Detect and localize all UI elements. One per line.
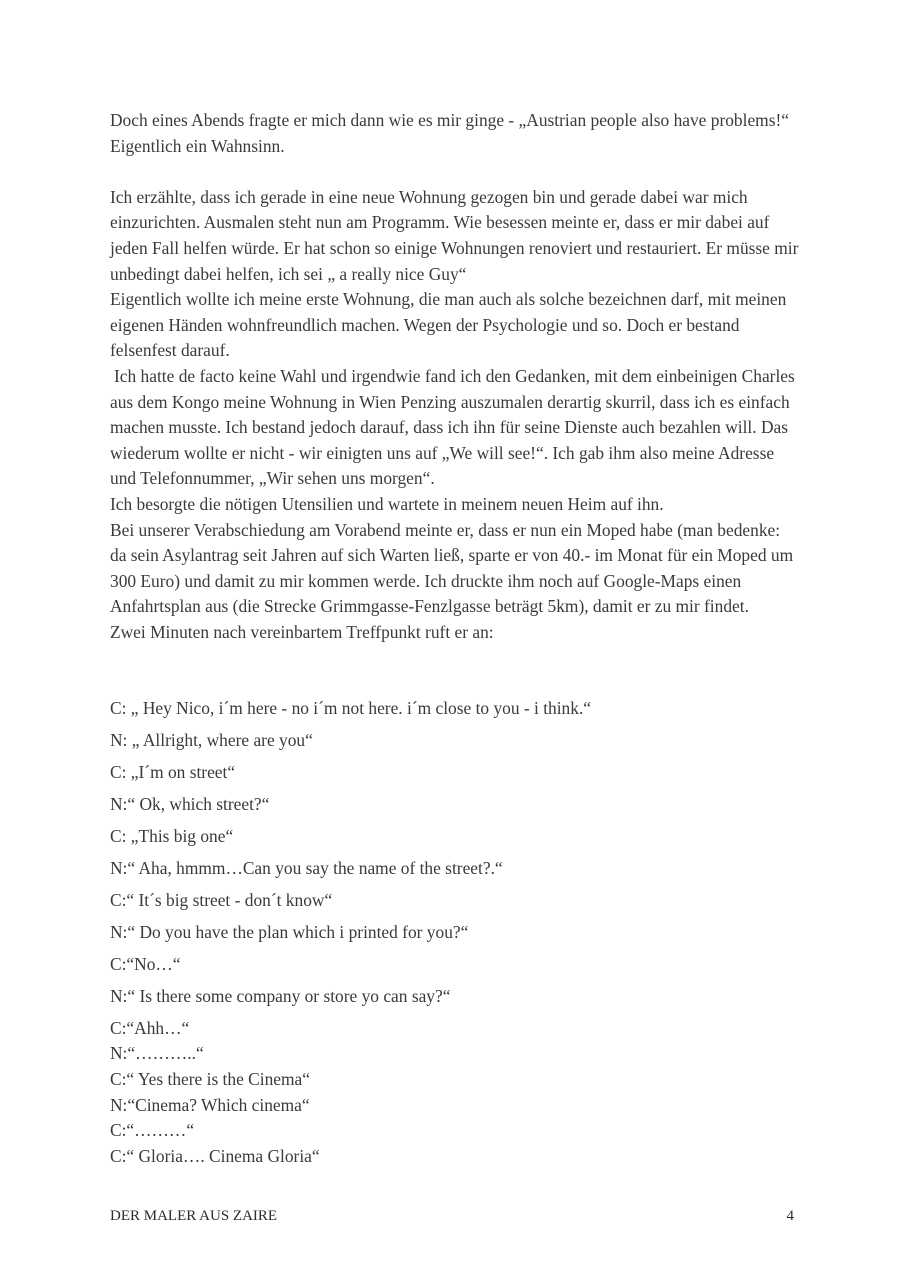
paragraph: Ich hatte de facto keine Wahl und irgendwie fand ich den Gedanken, mit dem einbeinigen Charles aus dem Kongo meine Wohnung in Wien Penzing auszumalen derartig skurril, dass ich es einfach machen musste. Ich bestand jedoch darauf, dass ich ihn für seine Dienste auch bezahlen will. Das wiederum wollte er nicht - wir einigten uns auf „We will see!“. Ich gab ihm also meine Adresse und Telefonnummer, „Wir sehen uns morgen“. (110, 365, 795, 489)
dialogue-line: N:“ Do you have the plan which i printed for you?“ (110, 921, 469, 942)
dialogue-line: C:“No…“ (110, 953, 181, 974)
page-number: 4 (786, 1208, 794, 1224)
dialogue-line: C: „I´m on street“ (110, 761, 236, 782)
dialogue-line: N:“………..“ (110, 1043, 204, 1064)
paragraph: Ich erzählte, dass ich gerade in eine neue Wohnung gezogen bin und gerade dabei war mich einzurichten. Ausmalen steht nun am Programm. Wie besessen meinte er, dass er mir dabei auf jeden Fall helfen würde. Er hat schon so einige Wohnungen renoviert und restauriert. Er müsse mir unbedingt dabei helfen, ich sei „ a really nice Guy“ (110, 186, 799, 284)
paragraph: Zwei Minuten nach vereinbartem Treffpunkt ruft er an: (110, 621, 494, 642)
dialogue-line: N:“ Ok, which street?“ (110, 793, 270, 814)
dialogue-line: C:“ Gloria…. Cinema Gloria“ (110, 1145, 320, 1166)
paragraph: Eigentlich wollte ich meine erste Wohnung, die man auch als solche bezeichnen darf, mit meinen eigenen Händen wohnfreundlich machen. Wegen der Psychologie und so. Doch er bestand felsenfest darauf. (110, 289, 787, 361)
paragraph: Doch eines Abends fragte er mich dann wie es mir ginge - „Austrian people also have problems!“ Eigentlich ein Wahnsinn. (110, 110, 789, 156)
dialogue-line: C: „This big one“ (110, 825, 234, 846)
dialogue-line: C:“Ahh…“ (110, 1017, 190, 1038)
dialogue-line: N:“ Aha, hmmm…Can you say the name of the street?.“ (110, 857, 503, 878)
paragraph: Ich besorgte die nötigen Utensilien und wartete in meinem neuen Heim auf ihn. (110, 493, 664, 514)
dialogue-line: C:“ It´s big street - don´t know“ (110, 889, 333, 910)
dialogue-line: N:“Cinema? Which cinema“ (110, 1094, 310, 1115)
dialogue-line: C:“………“ (110, 1120, 195, 1141)
footer-title: DER MALER AUS ZAIRE (110, 1208, 278, 1224)
dialogue-section (110, 696, 800, 1169)
dialogue-line: C:“ Yes there is the Cinema“ (110, 1069, 310, 1090)
paragraph: Bei unserer Verabschiedung am Vorabend meinte er, dass er nun ein Moped habe (man bedenke: da sein Asylantrag seit Jahren auf sich Warten ließ, sparte er von 40.- im Monat für ein Moped um 300 Euro) und damit zu mir kommen werde. Ich druckte ihm noch auf Google-Maps einen Anfahrtsplan aus (die Strecke Grimmgasse-Fenzlgasse beträgt 5km), damit er zu mir findet. (110, 519, 794, 617)
dialogue-line: N:“ Is there some company or store yo can say?“ (110, 985, 451, 1006)
dialogue-line: N: „ Allright, where are you“ (110, 729, 313, 750)
dialogue-line: C: „ Hey Nico, i´m here - no i´m not here. i´m close to you - i think.“ (110, 698, 592, 718)
narrative-text (110, 108, 800, 645)
